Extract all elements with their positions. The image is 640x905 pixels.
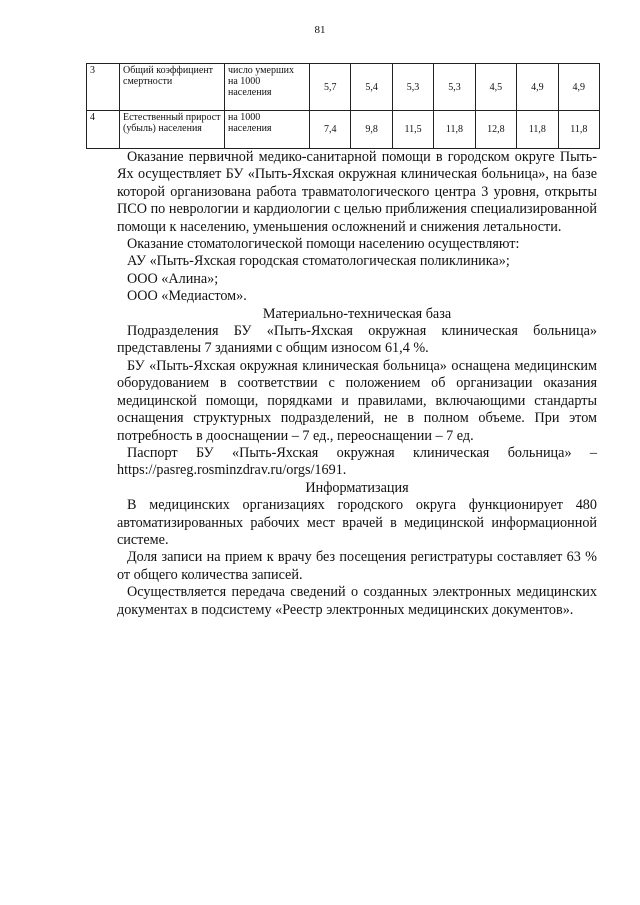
table-row <box>87 111 600 149</box>
paragraph-dental-intro: Оказание стоматологической помощи населению осуществляют: <box>127 236 520 253</box>
list-item: АУ «Пыть-Яхская городская стоматологическая поликлиника»; <box>127 253 510 270</box>
unit-cell: число умерших на 1000 населения <box>225 64 310 111</box>
value-cell: 5,3 <box>392 64 433 111</box>
row-number: 3 <box>87 64 120 111</box>
value-cell: 7,4 <box>310 111 351 149</box>
value-cell: 5,3 <box>434 64 475 111</box>
section-heading-informatization: Информатизация <box>305 479 409 496</box>
value-cell: 4,9 <box>558 64 599 111</box>
indicator-name: Естественный прирост (убыль) населения <box>120 111 225 149</box>
value-cell: 5,4 <box>351 64 392 111</box>
value-cell: 11,8 <box>558 111 599 149</box>
value-cell: 11,5 <box>392 111 433 149</box>
list-item: ООО «Медиастом». <box>127 288 247 305</box>
paragraph-passport: Паспорт БУ «Пыть-Яхская окружная клиническая больница» – https://pasreg.rosminzdrav.ru/orgs/1691. <box>117 444 597 479</box>
value-cell: 4,9 <box>517 64 558 111</box>
paragraph-online-booking: Доля записи на прием к врачу без посещения регистратуры составляет 63 % от общего количества записей. <box>117 549 597 583</box>
page-number: 81 <box>314 24 326 36</box>
value-cell: 11,8 <box>517 111 558 149</box>
list-item: ООО «Алина»; <box>127 270 219 287</box>
value-cell: 5,7 <box>310 64 351 111</box>
unit-cell: на 1000 населения <box>225 111 310 149</box>
section-heading-material-base: Материально-техническая база <box>262 305 452 322</box>
row-number: 4 <box>87 111 120 149</box>
indicators-table <box>86 63 600 149</box>
paragraph-primary-care: Оказание первичной медико-санитарной помощи в городском округе Пыть-Ях осуществляет БУ «Пыть-Яхская окружная клиническая больница», на базе которой организована работа травматологического центра 3 уровня, открыты ПСО по неврологии и кардиологии с целью приближения специализированной помощи к населению, уменьшения осложнений и снижения летальности. <box>117 149 597 235</box>
paragraph-workstations: В медицинских организациях городского округа функционирует 480 автоматизированных рабочих мест врачей в медицинской информационной системе. <box>117 497 597 548</box>
value-cell: 11,8 <box>434 111 475 149</box>
paragraph-equipment: БУ «Пыть-Яхская окружная клиническая больница» оснащена медицинским оборудованием в соответствии с положением об организации оказания медицинской помощи, порядками и правилами, включающими стандарты оснащения структурных подразделений, не в полном объеме. При этом потребность в дооснащении – 7 ед., переоснащении – 7 ед. <box>117 357 597 444</box>
indicator-name: Общий коэффициент смертности <box>120 64 225 111</box>
table-row <box>87 64 600 111</box>
value-cell: 4,5 <box>475 64 516 111</box>
value-cell: 9,8 <box>351 111 392 149</box>
value-cell: 12,8 <box>475 111 516 149</box>
paragraph-buildings: Подразделения БУ «Пыть-Яхская окружная клиническая больница» представлены 7 зданиями с общим износом 61,4 %. <box>117 323 597 357</box>
paragraph-emr-registry: Осуществляется передача сведений о созданных электронных медицинских документах в подсистему «Реестр электронных медицинских документов». <box>117 584 597 618</box>
document-body <box>117 149 597 619</box>
